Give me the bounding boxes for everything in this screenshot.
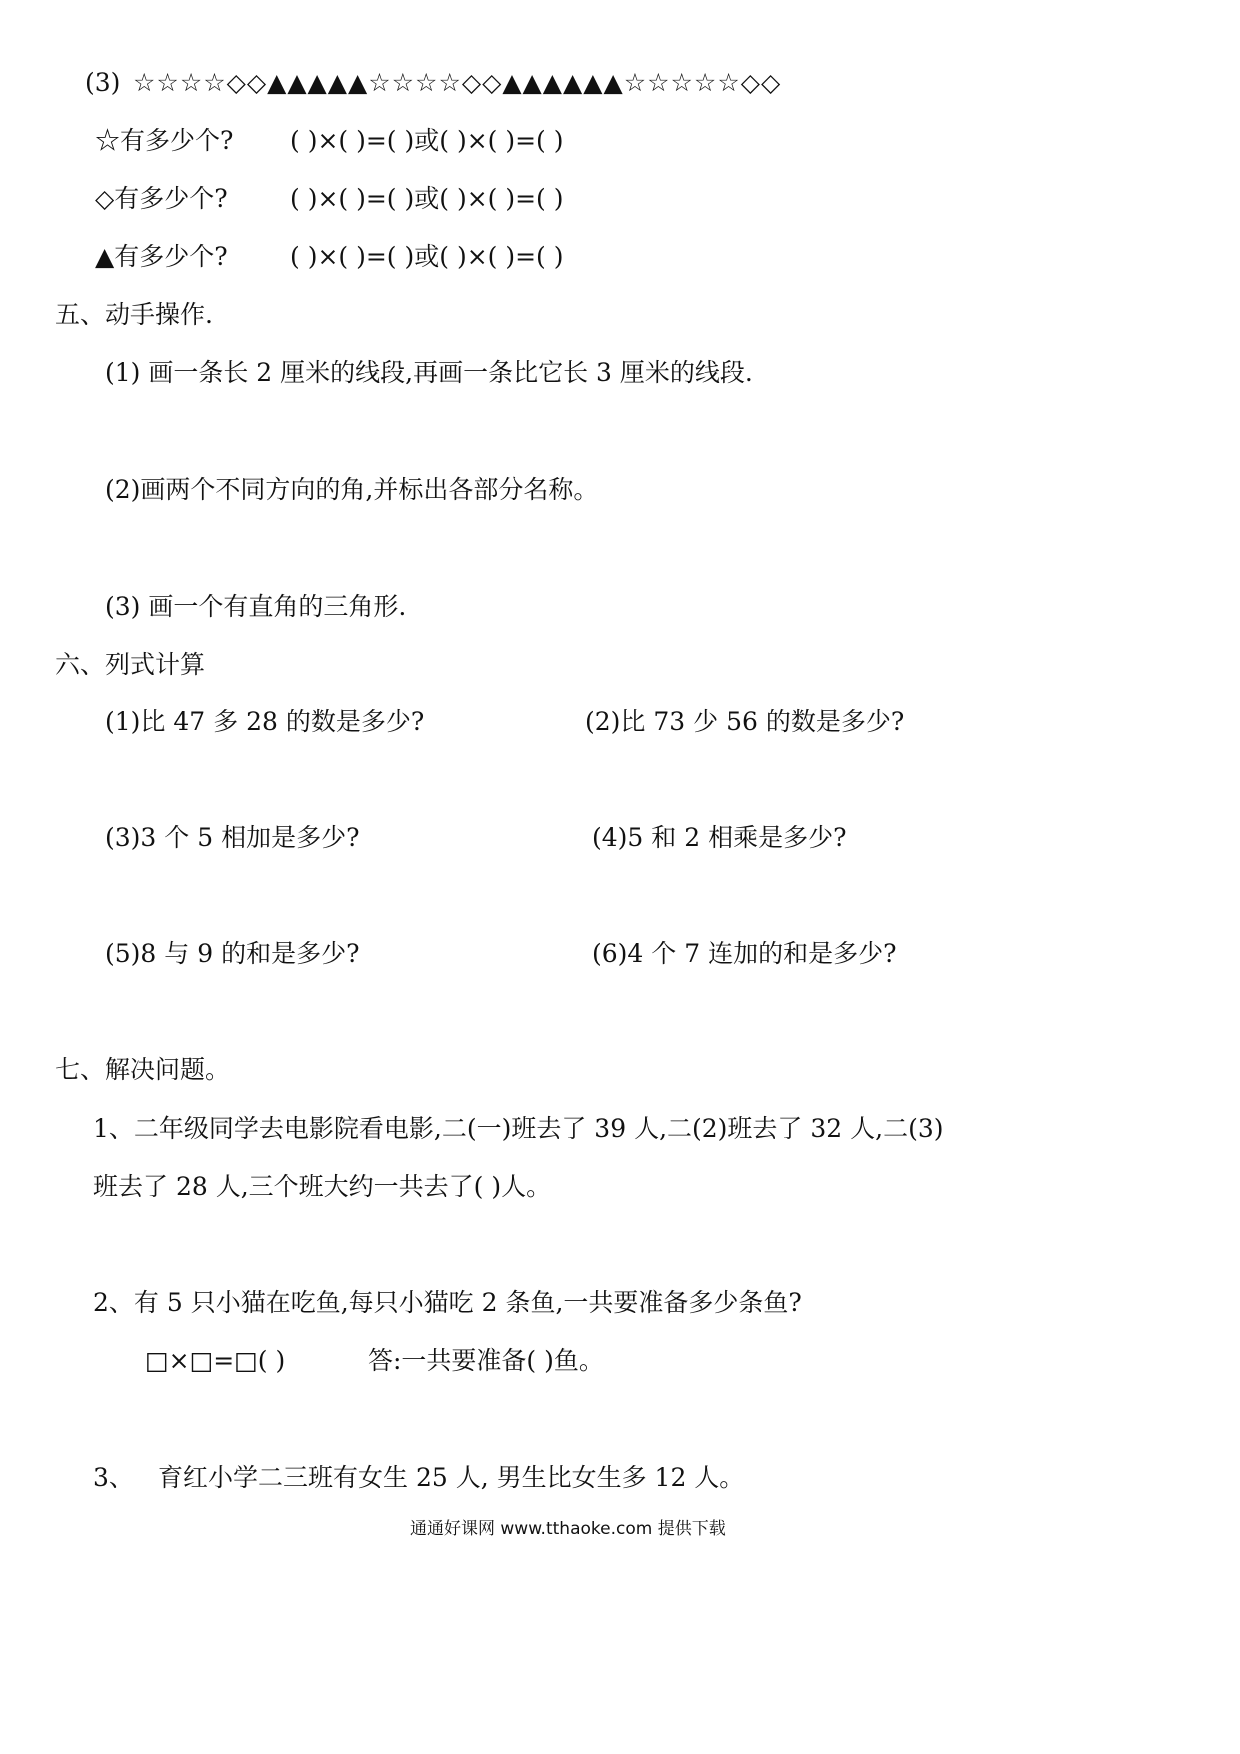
star-count-formula[interactable]: ( )×( )=( )或( )×( )=( ): [290, 126, 564, 155]
drawing-task-2: (2)画两个不同方向的角,并标出各部分名称。: [105, 475, 599, 504]
problem-2-answer[interactable]: 答:一共要准备( )鱼。: [368, 1346, 604, 1375]
calc-question-4: (4)5 和 2 相乘是多少?: [592, 823, 847, 852]
drawing-task-1: (1) 画一条长 2 厘米的线段,再画一条比它长 3 厘米的线段.: [105, 358, 753, 387]
calc-question-3: (3)3 个 5 相加是多少?: [105, 823, 360, 852]
section-5-heading: 五、动手操作.: [55, 300, 213, 329]
calc-question-2: (2)比 73 少 56 的数是多少?: [585, 707, 905, 736]
calc-question-1: (1)比 47 多 28 的数是多少?: [105, 707, 425, 736]
diamond-count-formula[interactable]: ( )×( )=( )或( )×( )=( ): [290, 184, 564, 213]
drawing-task-3: (3) 画一个有直角的三角形.: [105, 592, 407, 621]
problem-3-text: 育红小学二三班有女生 25 人, 男生比女生多 12 人。: [158, 1463, 745, 1492]
calc-question-6: (6)4 个 7 连加的和是多少?: [592, 939, 897, 968]
shape-pattern: ☆☆☆☆◇◇▲▲▲▲▲☆☆☆☆◇◇▲▲▲▲▲▲☆☆☆☆☆◇◇: [133, 68, 782, 97]
triangle-count-question: ▲有多少个?: [95, 242, 228, 271]
problem-2-question: 2、有 5 只小猫在吃鱼,每只小猫吃 2 条鱼,一共要准备多少条鱼?: [93, 1288, 802, 1317]
pattern-label: (3): [85, 68, 121, 97]
problem-1-line-1: 1、二年级同学去电影院看电影,二(一)班去了 39 人,二(2)班去了 32 人,二(3): [93, 1114, 944, 1143]
star-count-question: ☆有多少个?: [95, 126, 234, 155]
diamond-count-question: ◇有多少个?: [95, 184, 228, 213]
problem-2-formula[interactable]: □×□=□( ): [145, 1346, 286, 1375]
triangle-count-formula[interactable]: ( )×( )=( )或( )×( )=( ): [290, 242, 564, 271]
problem-3-number: 3、: [93, 1463, 134, 1492]
section-7-heading: 七、解决问题。: [55, 1055, 231, 1084]
problem-1-line-2[interactable]: 班去了 28 人,三个班大约一共去了( )人。: [93, 1172, 552, 1201]
footer-credit: 通通好课网 www.tthaoke.com 提供下载: [410, 1519, 726, 1539]
calc-question-5: (5)8 与 9 的和是多少?: [105, 939, 360, 968]
section-6-heading: 六、列式计算: [55, 650, 206, 679]
